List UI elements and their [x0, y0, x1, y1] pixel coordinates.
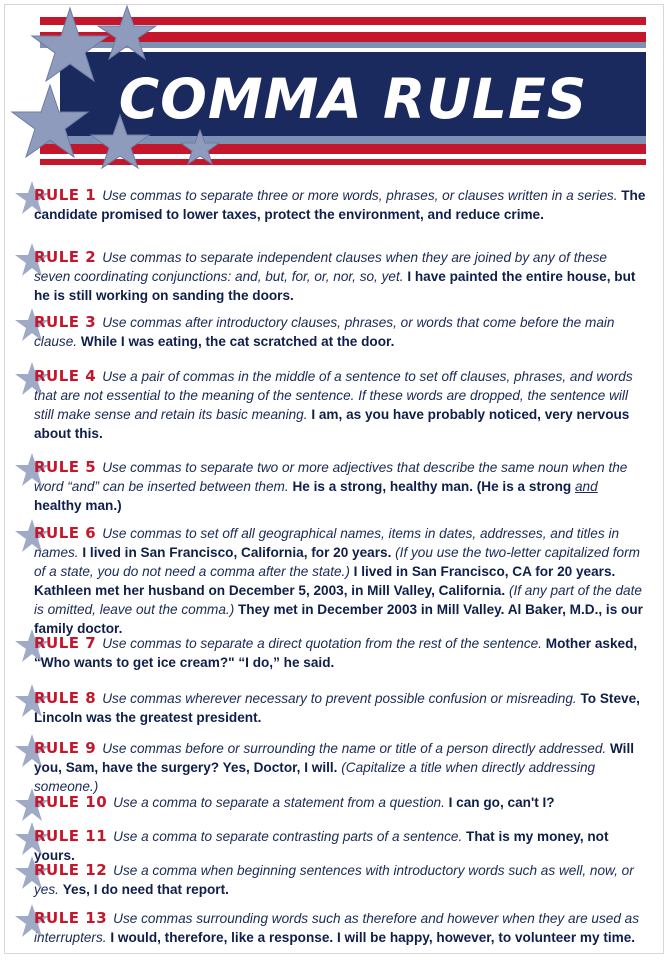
rule-description: Use a comma when beginning sentences with introductory words such as well, now, or yes. [34, 863, 634, 897]
title-banner [0, 0, 670, 185]
rule-description: Use commas before or surrounding the name or title of a person directly addressed. [102, 741, 607, 756]
rule-label: RULE 12 [34, 861, 108, 879]
rule-description: Use commas to separate a direct quotation from the rest of the sentence. [102, 636, 542, 651]
rule-note: (Capitalize a title when directly addressing someone.) [34, 760, 596, 794]
rule-example: Mother asked, “Who wants to get ice cream?" “I do,” he said. [34, 636, 638, 670]
rule-example: I lived in San Francisco, CA for 20 years. Kathleen met her husband on December 5, 2003, in Mill Valley, California. [34, 564, 616, 598]
rule-example: I can go, can't I? [448, 795, 555, 810]
rule-label: RULE 7 [34, 634, 97, 652]
rule-item [0, 367, 670, 443]
rule-item [0, 827, 670, 865]
rule-label: RULE 5 [34, 458, 97, 476]
rule-example: Will you, Sam, have the surgery? Yes, Doctor, I will. [34, 741, 635, 775]
rule-label: RULE 1 [34, 186, 97, 204]
rule-example: While I was eating, the cat scratched at the door. [80, 334, 395, 349]
rule-example: healthy man.) [34, 498, 122, 513]
rule-item [0, 689, 670, 727]
rule-description: Use commas to set off all geographical names, items in dates, addresses, and titles in names. [34, 526, 620, 560]
rule-description: Use a comma to separate contrasting parts of a sentence. [113, 829, 463, 844]
rule-label: RULE 4 [34, 367, 97, 385]
rule-item [0, 458, 670, 515]
rule-note: (If any part of the date is omitted, leave out the comma.) [34, 583, 642, 617]
rule-example: Yes, I do need that report. [62, 882, 229, 897]
rule-example: To Steve, Lincoln was the greatest president. [34, 691, 640, 725]
rule-label: RULE 9 [34, 739, 97, 757]
rule-item [0, 793, 670, 812]
rule-label: RULE 8 [34, 689, 97, 707]
rule-label: RULE 2 [34, 248, 97, 266]
rule-example: They met in December 2003 in Mill Valley. Al Baker, M.D., is our family doctor. [34, 602, 643, 636]
rule-item [0, 524, 670, 638]
rule-description: Use commas after introductory clauses, phrases, or words that come before the main clause. [34, 315, 615, 349]
page-title: COMMA RULES [118, 67, 588, 131]
rule-item [0, 634, 670, 672]
rule-item [0, 313, 670, 351]
rule-example: I have painted the entire house, but he is still working on sanding the doors. [34, 269, 636, 303]
rule-label: RULE 11 [34, 827, 108, 845]
rule-example: The candidate promised to lower taxes, protect the environment, and reduce crime. [34, 188, 646, 222]
rule-description: Use commas surrounding words such as therefore and however when they are used as interrupters. [34, 911, 640, 945]
rule-description: Use commas wherever necessary to prevent possible confusion or misreading. [102, 691, 577, 706]
rule-label: RULE 6 [34, 524, 97, 542]
rule-description: Use a comma to separate a statement from a question. [113, 795, 445, 810]
rule-example: and [574, 479, 598, 494]
rule-example: I would, therefore, like a response. I will be happy, however, to volunteer my time. [110, 930, 636, 945]
rule-description: Use commas to separate three or more words, phrases, or clauses written in a series. [102, 188, 618, 203]
rule-item [0, 248, 670, 305]
rule-note: (If you use the two-letter capitalized form of a state, you do not need a comma after the state.) [34, 545, 640, 579]
rule-item [0, 186, 670, 224]
rule-label: RULE 3 [34, 313, 97, 331]
rule-item [0, 739, 670, 796]
rule-label: RULE 10 [34, 793, 108, 811]
rule-label: RULE 13 [34, 909, 108, 927]
rule-description: Use commas to separate independent clauses when they are joined by any of these seven coordinating conjunctions: and, but, for, or, nor, so, yet. [34, 250, 607, 284]
rule-example: That is my money, not yours. [34, 829, 609, 863]
rule-example: I lived in San Francisco, California, for 20 years. [82, 545, 392, 560]
rule-item [0, 909, 670, 947]
rule-description: Use a pair of commas in the middle of a sentence to set off clauses, phrases, and words that are not essential to the meaning of the sentence. If these words are dropped, the sentence will still make sense and retain its basic meaning. [34, 369, 633, 422]
rule-item [0, 861, 670, 899]
rule-description: Use commas to separate two or more adjectives that describe the same noun when the word “and” can be inserted between them. [34, 460, 628, 494]
rule-example: He is a strong, healthy man. (He is a strong [292, 479, 572, 494]
rule-example: I am, as you have probably noticed, very nervous about this. [34, 407, 630, 441]
